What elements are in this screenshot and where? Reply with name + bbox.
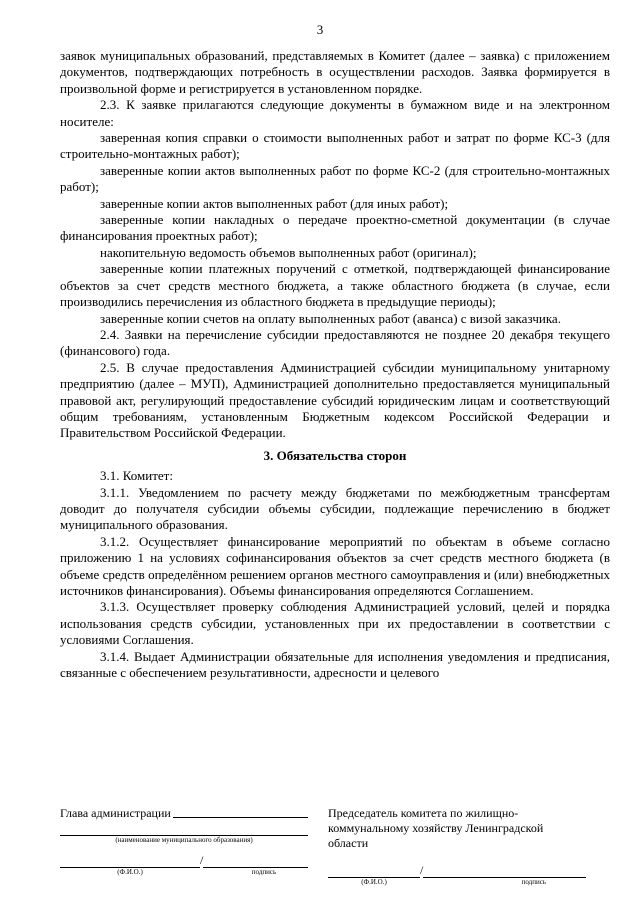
municipality-caption: (наименование муниципального образования) xyxy=(115,836,253,844)
section-heading: 3. Обязательства сторон xyxy=(263,447,407,463)
paragraph: 3.1. Комитет: xyxy=(100,468,173,484)
sign-caption: подпись xyxy=(521,878,546,886)
list-item: накопительную ведомость объемов выполненных работ (оригинал); xyxy=(100,244,477,260)
paragraph: 3.1.1. Уведомлением по расчету между бюджетами по межбюджетным трансфертам доводит до получателя субсидии объемы субсидии, подлежащие перечислению в бюджет муниципального образования. xyxy=(60,484,610,533)
left-signature-block xyxy=(60,806,308,877)
document-body xyxy=(60,48,610,681)
list-item: заверенные копии актов выполненных работ (для иных работ); xyxy=(100,195,449,211)
signature-line xyxy=(60,821,308,836)
slash: / xyxy=(200,853,204,867)
list-item: заверенные копии накладных о передаче проектно-сметной документации (в случае финансирования проектных работ); xyxy=(60,212,610,244)
page-number: 3 xyxy=(316,22,324,37)
sign-caption: подпись xyxy=(251,868,277,876)
signature-footer xyxy=(0,806,640,905)
paragraph: 3.1.2. Осуществляет финансирование мероприятий по объектам в объеме согласно приложению 1 на условиях софинансирования объектов за счет средств местного бюджета (в объеме средств определённом решением органов местного самоуправления и (или) внебюджетных источников финансирования). Объемы финансирования определяются Соглашением. xyxy=(60,533,610,598)
paragraph: 2.3. К заявке прилагаются следующие документы в бумажном виде и на электронном носителе: xyxy=(60,97,610,129)
left-signature-label: Глава администрации xyxy=(60,806,171,820)
signature-line xyxy=(173,817,308,818)
paragraph: 2.5. В случае предоставления Администрацией субсидии муниципальному унитарному предприятию (далее – МУП), Администрацией дополнительно предоставляется муниципальный правовой акт, регулирующий предоставление субсидий юридическим лицам и соответствующий общим требованиям, установленным Бюджетным кодексом Российской Федерации и Правительством Российской Федерации. xyxy=(60,359,610,441)
paragraph: 2.4. Заявки на перечисление субсидии предоставляются не позднее 20 декабря текущего (финансового) года. xyxy=(60,326,610,359)
fio-caption: (Ф.И.О.) xyxy=(361,878,387,886)
list-item: заверенные копии счетов на оплату выполненных работ (аванса) с визой заказчика. xyxy=(100,310,561,326)
paragraph: 3.1.3. Осуществляет проверку соблюдения Администрацией условий, целей и порядка использования средств субсидии, установленных при их предоставлении в соответствии с условиями Соглашения. xyxy=(60,599,610,648)
list-item: заверенные копии актов выполненных работ по форме КС-2 (для строительно-монтажных работ); xyxy=(60,162,610,195)
list-item: заверенная копия справки о стоимости выполненных работ и затрат по форме КС-3 (для строительно-монтажных работ); xyxy=(60,130,610,162)
paragraph: заявок муниципальных образований, представляемых в Комитет (далее – заявка) с приложением документов, подтверждающих потребность в осуществлении расходов. Заявка формируется в произвольной форме и регистрируется в установленном порядке. xyxy=(60,48,610,96)
slash: / xyxy=(420,863,424,877)
list-item: заверенные копии платежных поручений с отметкой, подтверждающей финансирование объектов за счет средств местного бюджета, а также областного бюджета (в случае, если производились перечисления из областного бюджета в предыдущие периоды); xyxy=(60,261,610,310)
right-signature-label: Председатель комитета по жилищно-коммунальному хозяйству Ленинградской области xyxy=(328,806,544,850)
paragraph: 3.1.4. Выдает Администрации обязательные для исполнения уведомления и предписания, связанные с обеспечением результативности, адресности и целевого xyxy=(60,648,610,681)
fio-caption: (Ф.И.О.) xyxy=(117,868,143,876)
right-signature-block xyxy=(328,806,586,887)
